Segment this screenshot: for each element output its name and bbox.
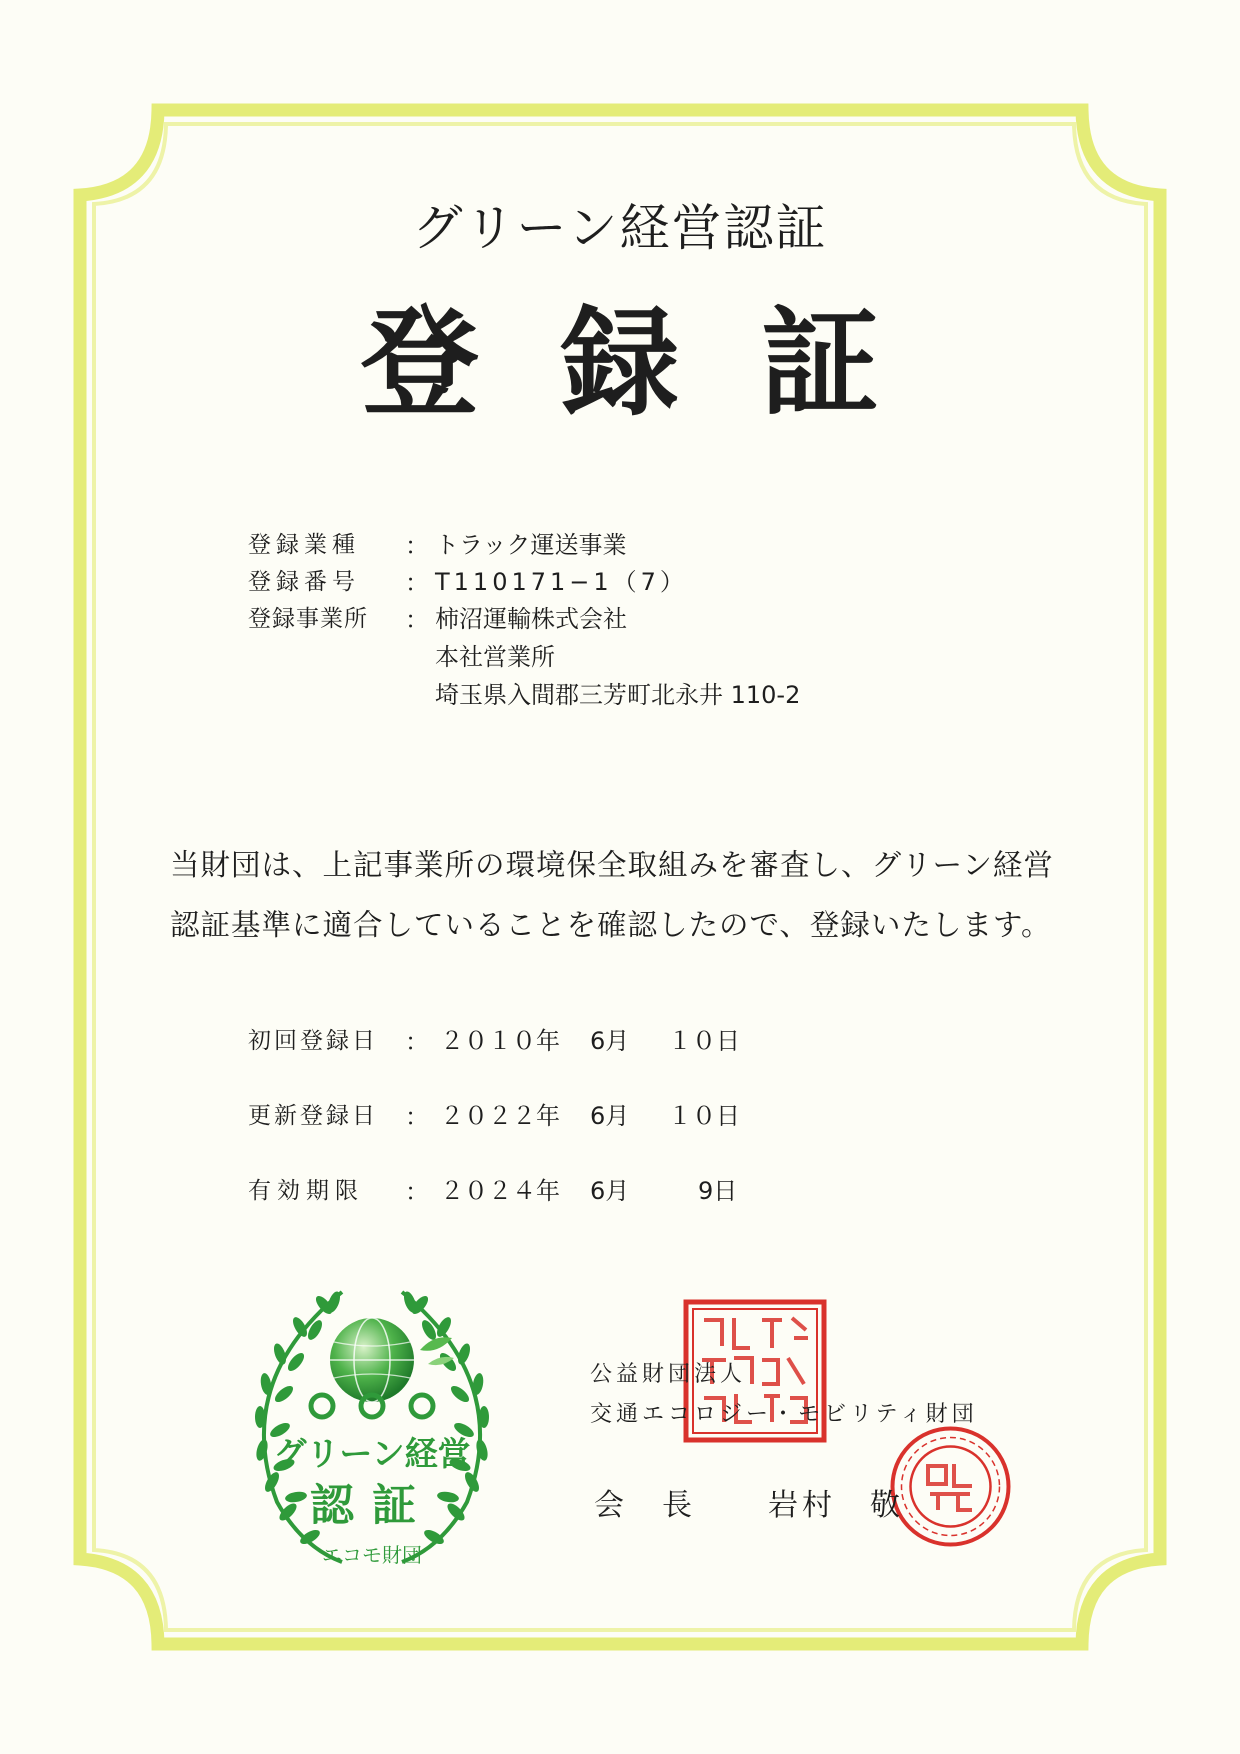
logo-foundation-name: エコモ財団 [322, 1543, 422, 1567]
label-renewal-registration: 更新登録日 [248, 1103, 378, 1129]
issuer-position: 会 長 [594, 1488, 696, 1523]
renewal-registration-day: １０日 [668, 1102, 740, 1130]
label-first-registration: 初回登録日 [248, 1028, 378, 1054]
globe-icon [330, 1318, 414, 1402]
value-company-name: 柿沼運輸株式会社 [435, 605, 627, 633]
expiration-year: ２０２４年 [440, 1177, 560, 1205]
separator-colon: ： [405, 532, 429, 560]
renewal-registration-year: ２０２２年 [440, 1102, 560, 1130]
separator-colon: ： [405, 606, 429, 634]
statement-line-1: 当財団は、上記事業所の環境保全取組みを審査し、グリーン経営 [170, 848, 1054, 882]
president-seal-stamp [888, 1424, 1013, 1549]
logo-text-line1: グリーン経営 [273, 1434, 471, 1473]
label-office: 登録事業所 [248, 606, 368, 632]
issuer-president-name: 岩村 敬 [768, 1488, 904, 1523]
value-office-address: 埼玉県入間郡三芳町北永井 110-2 [435, 681, 801, 709]
certificate-subtitle: グリーン経営認証 [412, 199, 828, 257]
first-registration-year: ２０１０年 [440, 1027, 560, 1055]
expiration-month: 6月 [590, 1177, 630, 1205]
separator-colon: ： [405, 569, 429, 597]
label-registration-number: 登録番号 [248, 569, 360, 595]
certificate-title: 登録証 [360, 294, 961, 432]
first-registration-day: １０日 [668, 1027, 740, 1055]
logo-text-line2: 認証 [310, 1480, 434, 1531]
value-registration-number: T110171−1（7） [435, 568, 688, 596]
issuer-org-type: 公益財団法人 [590, 1362, 747, 1387]
value-office-name: 本社営業所 [435, 643, 555, 671]
expiration-day: 9日 [698, 1177, 738, 1205]
value-business-type: トラック運送事業 [435, 531, 627, 559]
green-management-logo [222, 1272, 522, 1582]
separator-colon: ： [405, 1103, 429, 1131]
label-business-type: 登録業種 [248, 532, 360, 558]
separator-colon: ： [405, 1028, 429, 1056]
statement-line-2: 認証基準に適合していることを確認したので、登録いたします。 [170, 908, 1052, 942]
separator-colon: ： [405, 1178, 429, 1206]
issuer-org-name: 交通エコロジー・モビリティ財団 [590, 1402, 978, 1427]
label-expiration: 有効期限 [248, 1178, 364, 1204]
first-registration-month: 6月 [590, 1027, 630, 1055]
renewal-registration-month: 6月 [590, 1102, 630, 1130]
